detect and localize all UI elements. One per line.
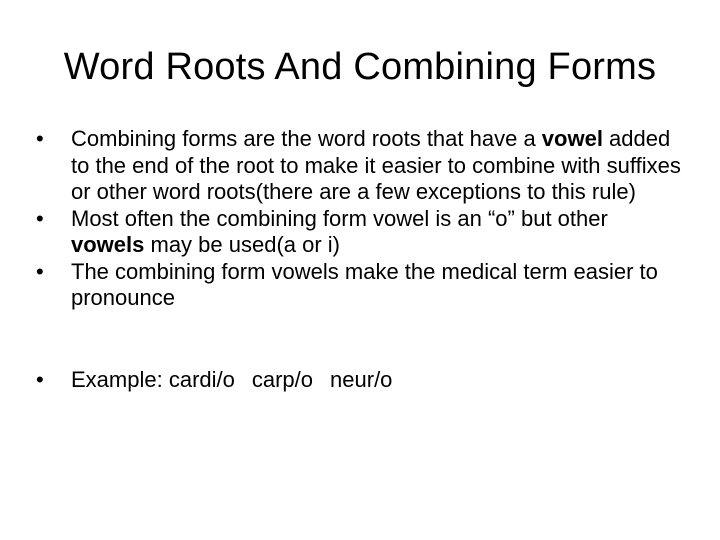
bullet-item-most-often (36, 206, 686, 259)
bullet-text: added to the end of the root to make it easier to combine with suffixes or other word roots(there are a few exceptions to this rule) (71, 126, 681, 204)
bullet-text: Most often the combining form vowel is an “o” but other (71, 205, 608, 231)
example-label: Example: (71, 366, 169, 392)
bullet-item-combining-forms (36, 126, 686, 206)
bullet-item-example (36, 367, 686, 394)
bullet-text: The combining form vowels make the medical term easier to pronounce (71, 258, 658, 310)
bullet-text: may be used(a or i) (144, 232, 341, 257)
example-item-carpo: carp/o (251, 366, 314, 392)
bold-term-vowels: vowels (71, 232, 145, 257)
bullet-list (36, 126, 686, 393)
example-item-neuro: neur/o (330, 366, 393, 392)
bold-term-vowel: vowel (541, 126, 603, 151)
bullet-item-pronounce (36, 259, 686, 312)
example-item-cardio: cardi/o (168, 366, 235, 392)
slide-title: Word Roots And Combining Forms (63, 46, 657, 88)
bullet-text: Combining forms are the word roots that have a (71, 126, 542, 151)
